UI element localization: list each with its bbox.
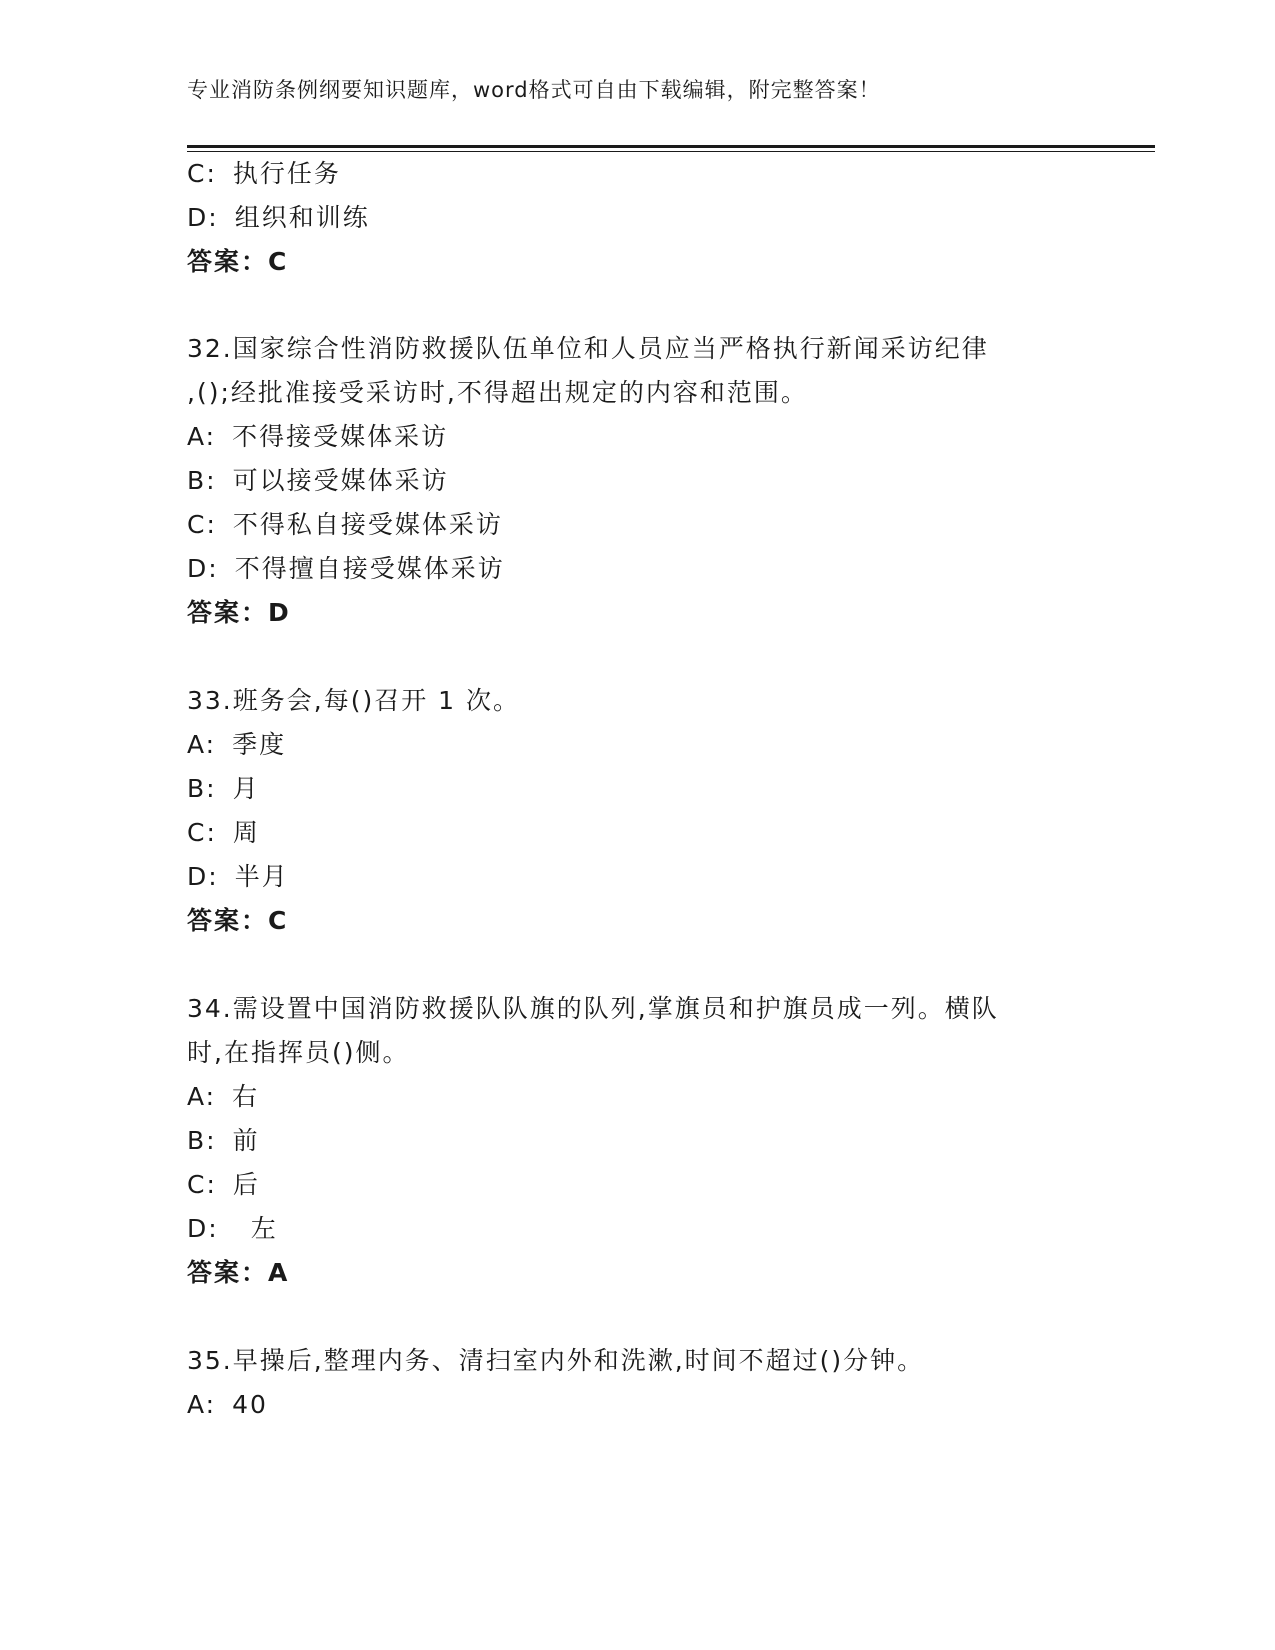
header-rule-thick (187, 145, 1155, 148)
option-key: A: (187, 1082, 217, 1111)
header-rule-thin (187, 151, 1155, 152)
option-a (187, 421, 448, 453)
page-header: 专业消防条例纲要知识题库，word格式可自由下载编辑，附完整答案！ (187, 78, 881, 102)
option-a (187, 1081, 259, 1113)
option-text: 月 (232, 774, 260, 803)
option-key: A: (187, 1390, 217, 1419)
option-key: D: (187, 554, 219, 583)
option-d (187, 861, 289, 893)
option-text: 40 (232, 1390, 268, 1419)
option-c (187, 158, 341, 190)
option-text: 周 (232, 818, 260, 847)
option-text: 右 (232, 1082, 260, 1111)
option-text: 后 (232, 1170, 260, 1199)
option-d (187, 553, 505, 585)
option-c (187, 1169, 260, 1201)
option-c (187, 817, 260, 849)
option-text: 不得接受媒体采访 (232, 422, 449, 451)
option-text: 可以接受媒体采访 (232, 466, 449, 495)
option-c (187, 509, 503, 541)
option-key: D: (187, 862, 219, 891)
option-a (187, 729, 286, 761)
question-34-stem-line1: 34.需设置中国消防救援队队旗的队列,掌旗员和护旗员成一列。横队 (187, 994, 999, 1023)
option-key: B: (187, 1126, 217, 1155)
question-33-stem-line1: 33.班务会,每()召开 1 次。 (187, 686, 521, 715)
answer-line: 答案：C (187, 247, 289, 276)
option-key: C: (187, 159, 217, 188)
question-35-stem-line1: 35.早操后,整理内务、清扫室内外和洗漱,时间不超过()分钟。 (187, 1346, 925, 1375)
option-key: B: (187, 466, 217, 495)
option-text: 不得私自接受媒体采访 (232, 510, 503, 539)
option-text: 组织和训练 (234, 203, 370, 232)
answer-line: 答案：C (187, 906, 289, 935)
option-key: D: (187, 203, 219, 232)
option-key: B: (187, 774, 217, 803)
option-key: C: (187, 1170, 217, 1199)
option-text: 左 (250, 1214, 278, 1243)
option-text: 半月 (234, 862, 289, 891)
question-32-stem-line1: 32.国家综合性消防救援队伍单位和人员应当严格执行新闻采访纪律 (187, 334, 989, 363)
option-b (187, 465, 449, 497)
option-b (187, 1125, 260, 1157)
option-d (187, 202, 370, 234)
option-key: C: (187, 510, 217, 539)
option-key: A: (187, 730, 217, 759)
answer-line: 答案：A (187, 1258, 290, 1287)
option-b (187, 773, 260, 805)
option-key: C: (187, 818, 217, 847)
option-text: 执行任务 (232, 159, 341, 188)
option-text: 前 (232, 1126, 260, 1155)
answer-line: 答案：D (187, 598, 291, 627)
question-34-stem-line2: 时,在指挥员()侧。 (187, 1038, 410, 1067)
option-key: D: (187, 1214, 219, 1243)
option-d (187, 1213, 278, 1245)
option-text: 不得擅自接受媒体采访 (234, 554, 505, 583)
question-32-stem-line2: ,();经批准接受采访时,不得超出规定的内容和范围。 (187, 378, 808, 407)
option-key: A: (187, 422, 217, 451)
option-text: 季度 (232, 730, 287, 759)
option-a (187, 1389, 268, 1421)
